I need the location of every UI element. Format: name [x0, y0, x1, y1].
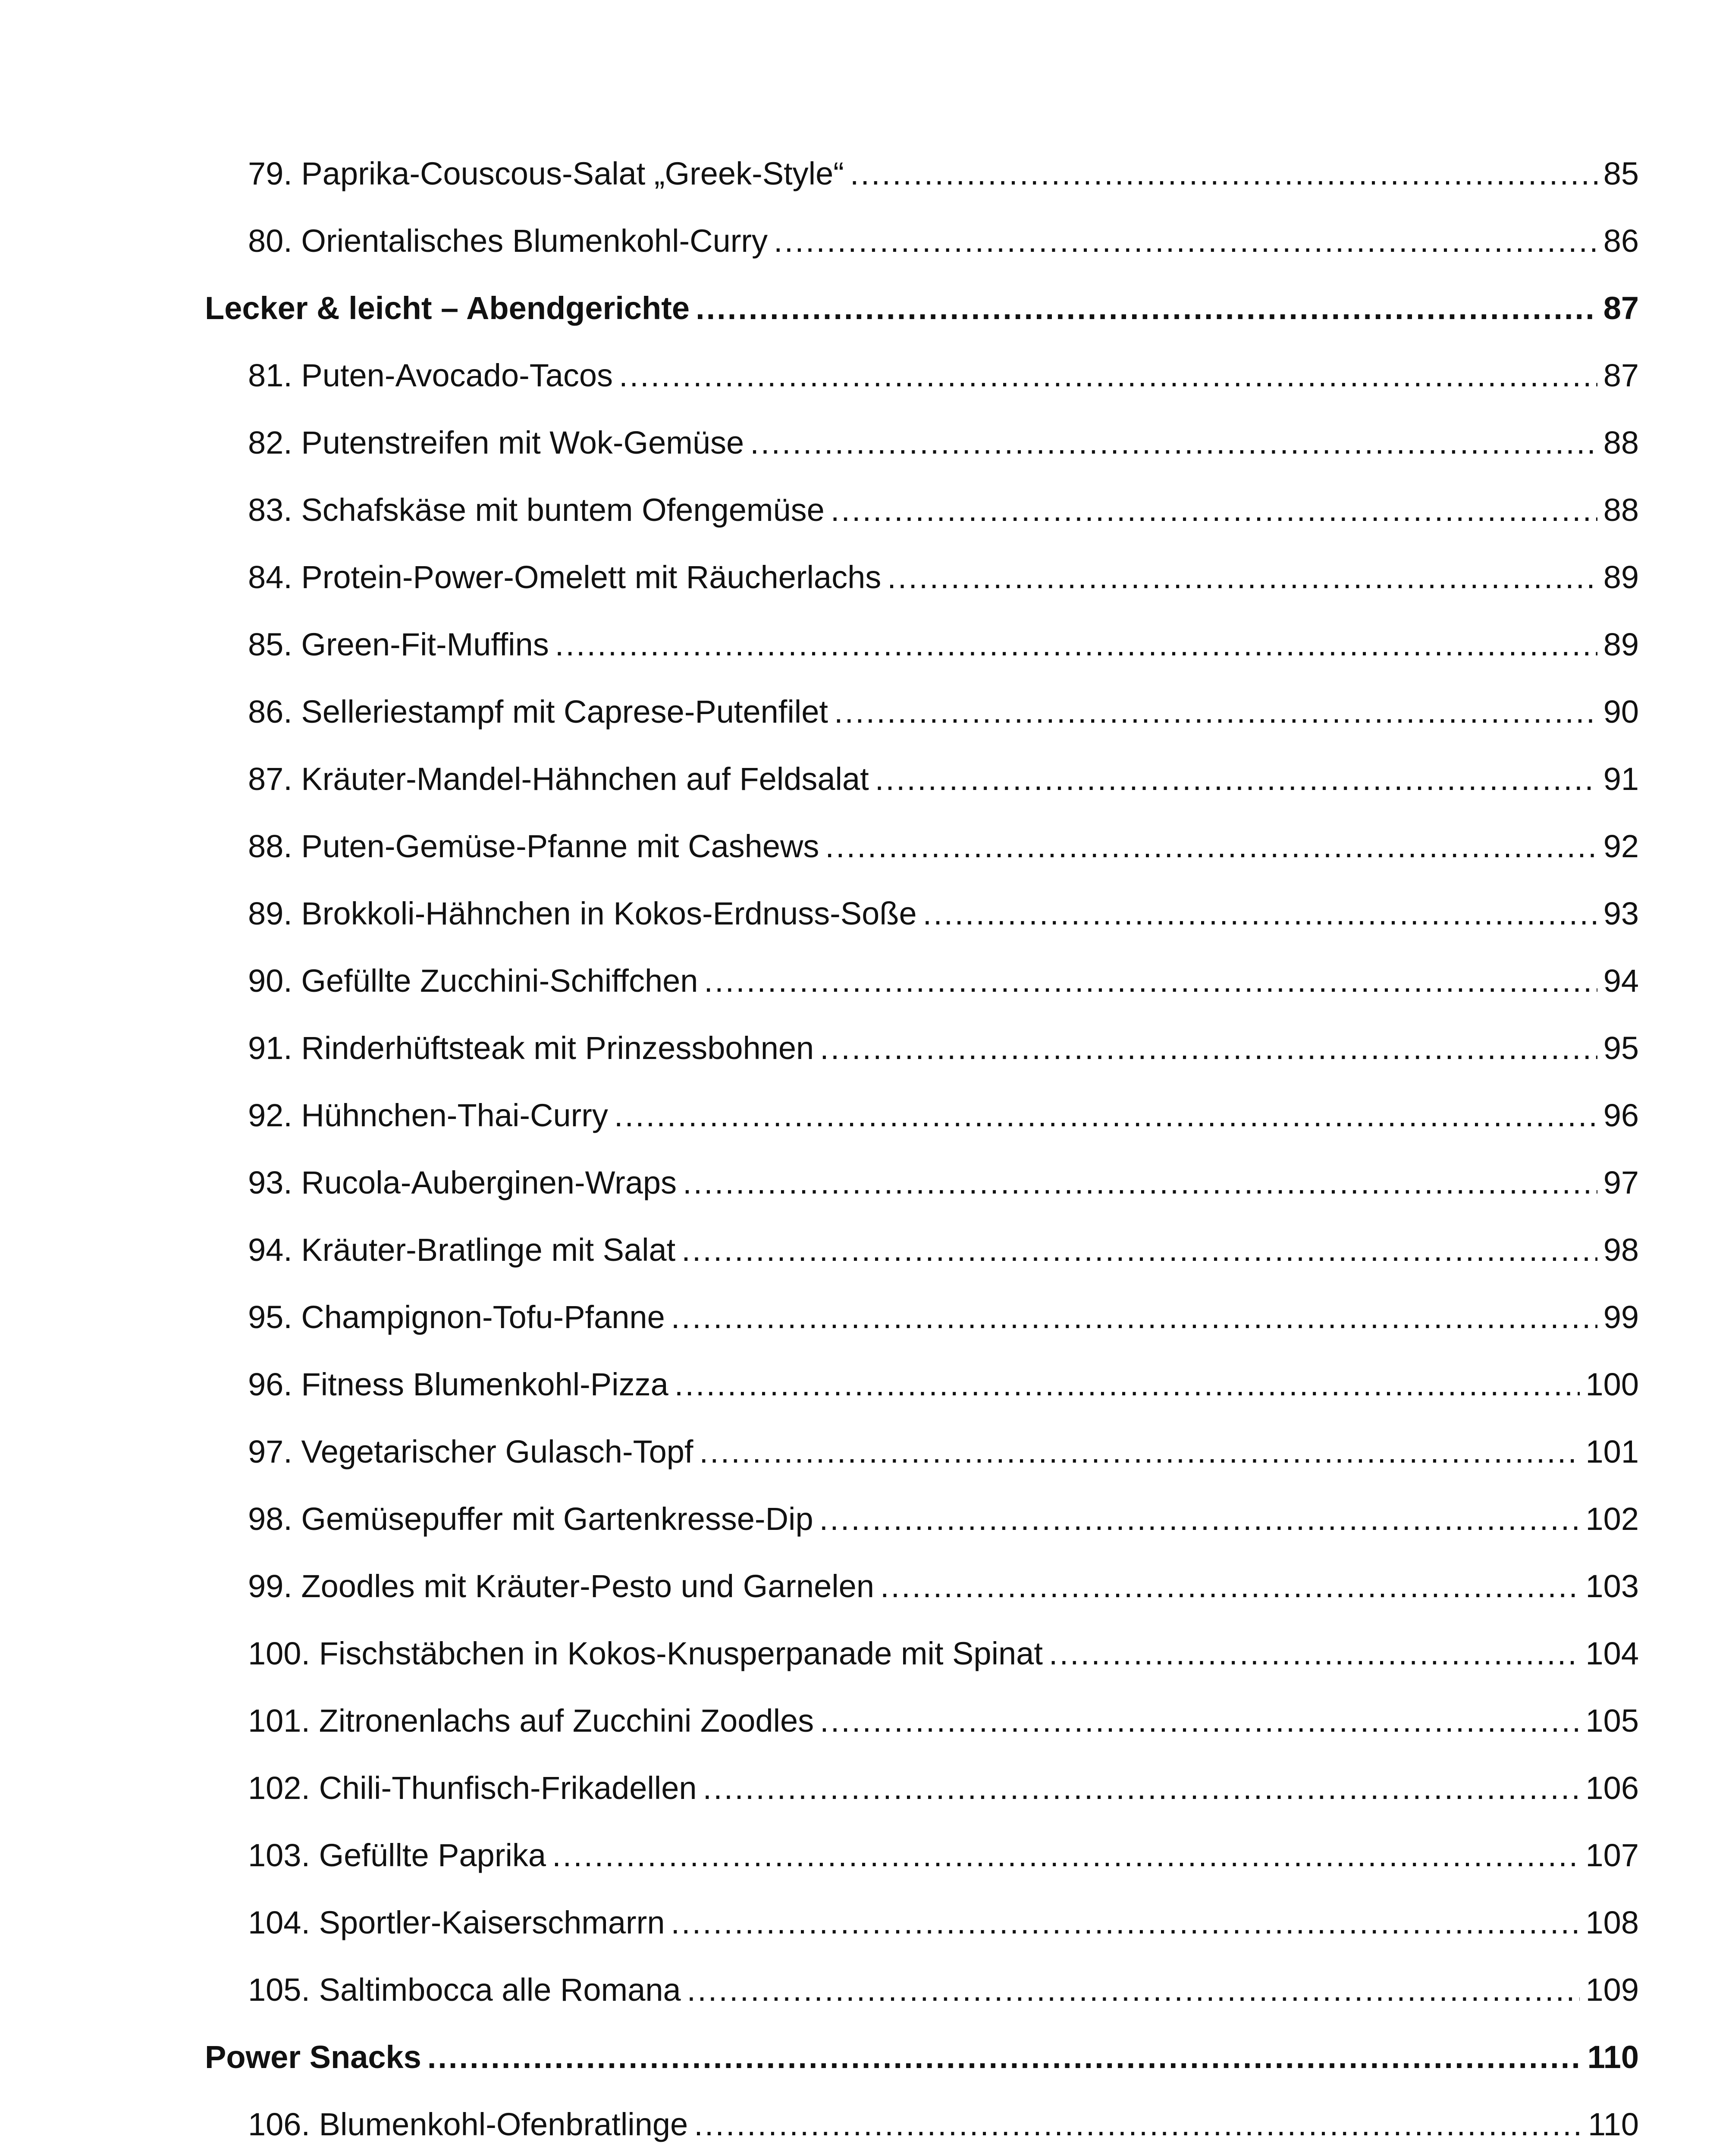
section-title: Lecker & leicht – Abendgerichte: [205, 290, 690, 326]
page-number: 103: [1585, 1568, 1639, 1604]
page-number: 88: [1603, 492, 1639, 528]
toc-entry: [205, 1015, 1639, 1082]
page-number: 107: [1585, 1837, 1639, 1873]
page-number: 101: [1585, 1434, 1639, 1470]
dot-leader: [820, 1687, 1579, 1755]
toc-entry: [205, 1822, 1639, 1889]
dot-leader: [703, 1755, 1580, 1822]
page-number: 110: [1587, 2039, 1639, 2075]
entry-title: 79. Paprika-Couscous-Salat „Greek-Style“: [248, 156, 844, 191]
dot-leader: [687, 1956, 1580, 2024]
toc-entry: [205, 1216, 1639, 1284]
entry-title: 90. Gefüllte Zucchini-Schiffchen: [248, 963, 698, 999]
entry-title: 91. Rinderhüftsteak mit Prinzessbohnen: [248, 1030, 814, 1066]
entry-title: 86. Selleriestampf mit Caprese-Putenfilet: [248, 694, 828, 730]
toc-entry: [205, 880, 1639, 947]
toc-entry: [205, 1149, 1639, 1216]
page-number: 106: [1585, 1770, 1639, 1806]
page-number: 105: [1585, 1703, 1639, 1739]
page-number: 88: [1603, 425, 1639, 461]
toc-entry: [205, 1755, 1639, 1822]
page-number: 92: [1603, 828, 1639, 864]
dot-leader: [704, 947, 1597, 1015]
dot-leader: [831, 476, 1597, 544]
page-number: 85: [1603, 156, 1639, 191]
entry-title: 92. Hühnchen-Thai-Curry: [248, 1097, 608, 1133]
dot-leader: [671, 1889, 1579, 1956]
dot-leader: [750, 409, 1597, 476]
toc-entry: [205, 1620, 1639, 1687]
dot-leader: [825, 813, 1597, 880]
entry-title: 82. Putenstreifen mit Wok-Gemüse: [248, 425, 744, 461]
page-number: 108: [1585, 1905, 1639, 1940]
toc-entry: [205, 409, 1639, 476]
section-title: Power Snacks: [205, 2039, 421, 2075]
dot-leader: [1049, 1620, 1580, 1687]
toc-section-heading: [205, 2024, 1639, 2091]
dot-leader: [850, 140, 1597, 207]
dot-leader: [699, 1418, 1579, 1485]
toc-entry: [205, 2091, 1639, 2156]
entry-title: 96. Fitness Blumenkohl-Pizza: [248, 1366, 668, 1402]
dot-leader: [614, 1082, 1597, 1149]
entry-title: 84. Protein-Power-Omelett mit Räucherlachs: [248, 559, 882, 595]
entry-title: 93. Rucola-Auberginen-Wraps: [248, 1165, 677, 1200]
toc-entry: [205, 947, 1639, 1015]
toc-entry: [205, 544, 1639, 611]
dot-leader: [671, 1284, 1597, 1351]
entry-title: 95. Champignon-Tofu-Pfanne: [248, 1299, 665, 1335]
toc-entry: [205, 746, 1639, 813]
toc-entry: [205, 1082, 1639, 1149]
page-number: 94: [1603, 963, 1639, 999]
entry-title: 85. Green-Fit-Muffins: [248, 627, 549, 662]
toc-entry: [205, 476, 1639, 544]
dot-leader: [923, 880, 1597, 947]
toc-section-heading: [205, 275, 1639, 342]
toc-entry: [205, 1284, 1639, 1351]
entry-title: 103. Gefüllte Paprika: [248, 1837, 546, 1873]
dot-leader: [681, 1216, 1597, 1284]
page-number: 109: [1585, 1972, 1639, 2008]
dot-leader: [555, 611, 1597, 678]
entry-title: 102. Chili-Thunfisch-Frikadellen: [248, 1770, 697, 1806]
dot-leader: [834, 678, 1597, 746]
page-number: 91: [1603, 761, 1639, 797]
toc-entry: [205, 1485, 1639, 1553]
toc-entry: [205, 813, 1639, 880]
entry-title: 105. Saltimbocca alle Romana: [248, 1972, 681, 2008]
toc-entry: [205, 1687, 1639, 1755]
page-number: 93: [1603, 896, 1639, 931]
entry-title: 104. Sportler-Kaiserschmarrn: [248, 1905, 665, 1940]
toc-entry: [205, 342, 1639, 409]
entry-title: 99. Zoodles mit Kräuter-Pesto und Garnelen: [248, 1568, 874, 1604]
page-number: 89: [1603, 559, 1639, 595]
entry-title: 89. Brokkoli-Hähnchen in Kokos-Erdnuss-Soße: [248, 896, 917, 931]
entry-title: 106. Blumenkohl-Ofenbratlinge: [248, 2106, 688, 2142]
toc-entry: [205, 1956, 1639, 2024]
page-number: 95: [1603, 1030, 1639, 1066]
entry-title: 87. Kräuter-Mandel-Hähnchen auf Feldsalat: [248, 761, 869, 797]
toc-entry: [205, 611, 1639, 678]
page-number: 110: [1588, 2106, 1639, 2142]
dot-leader: [427, 2024, 1581, 2091]
toc-entry: [205, 1351, 1639, 1418]
toc-entry: [205, 207, 1639, 275]
page-number: 98: [1603, 1232, 1639, 1268]
entry-title: 100. Fischstäbchen in Kokos-Knusperpanade mit Spinat: [248, 1636, 1043, 1671]
page-number: 96: [1603, 1097, 1639, 1133]
page-number: 89: [1603, 627, 1639, 662]
toc-entry: [205, 1889, 1639, 1956]
page-number: 102: [1585, 1501, 1639, 1537]
page-number: 104: [1585, 1636, 1639, 1671]
page-number: 100: [1585, 1366, 1639, 1402]
entry-title: 83. Schafskäse mit buntem Ofengemüse: [248, 492, 825, 528]
dot-leader: [683, 1149, 1597, 1216]
dot-leader: [619, 342, 1597, 409]
entry-title: 81. Puten-Avocado-Tacos: [248, 357, 613, 393]
table-of-contents: [205, 140, 1639, 2156]
page-number: 99: [1603, 1299, 1639, 1335]
entry-title: 98. Gemüsepuffer mit Gartenkresse-Dip: [248, 1501, 813, 1537]
page-number: 97: [1603, 1165, 1639, 1200]
entry-title: 88. Puten-Gemüse-Pfanne mit Cashews: [248, 828, 819, 864]
dot-leader: [552, 1822, 1579, 1889]
page-number: 86: [1603, 223, 1639, 259]
dot-leader: [696, 275, 1597, 342]
entry-title: 94. Kräuter-Bratlinge mit Salat: [248, 1232, 676, 1268]
toc-entry: [205, 678, 1639, 746]
dot-leader: [887, 544, 1597, 611]
dot-leader: [820, 1015, 1597, 1082]
dot-leader: [880, 1553, 1580, 1620]
dot-leader: [774, 207, 1597, 275]
entry-title: 97. Vegetarischer Gulasch-Topf: [248, 1434, 693, 1470]
toc-entry: [205, 140, 1639, 207]
page-number: 87: [1603, 290, 1639, 326]
toc-entry: [205, 1553, 1639, 1620]
toc-entry: [205, 1418, 1639, 1485]
dot-leader: [694, 2091, 1582, 2156]
dot-leader: [675, 1351, 1580, 1418]
dot-leader: [819, 1485, 1580, 1553]
page-number: 90: [1603, 694, 1639, 730]
dot-leader: [875, 746, 1597, 813]
entry-title: 101. Zitronenlachs auf Zucchini Zoodles: [248, 1703, 814, 1739]
entry-title: 80. Orientalisches Blumenkohl-Curry: [248, 223, 768, 259]
page-number: 87: [1603, 357, 1639, 393]
